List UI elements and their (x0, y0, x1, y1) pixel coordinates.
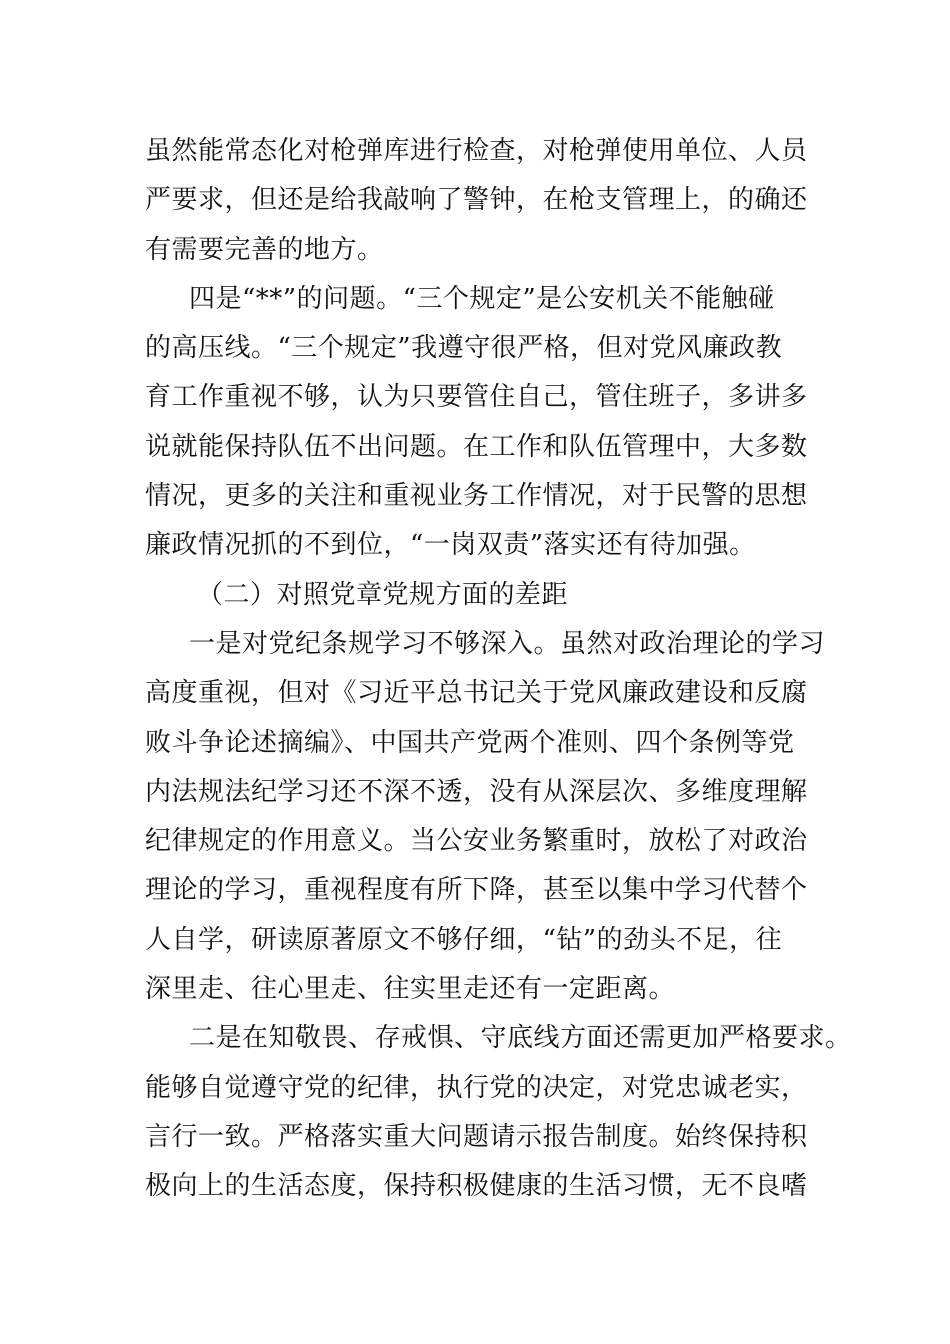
text-line: 有需要完善的地方。 (145, 234, 384, 265)
text-line: 极向上的生活态度，保持积极健康的生活习惯，无不良嗜 (145, 1171, 808, 1202)
text-line: 情况，更多的关注和重视业务工作情况，对于民警的思想 (145, 481, 808, 512)
text-line: 败斗争论述摘编》、中国共产党两个准则、四个条例等党 (145, 727, 795, 758)
text-line: 内法规法纪学习还不深不透，没有从深层次、多维度理解 (145, 776, 808, 807)
document-body (145, 127, 852, 1212)
text-line: 的高压线。“三个规定”我遵守很严格，但对党风廉政教 (145, 333, 783, 364)
text-line: 严要求，但还是给我敲响了警钟，在枪支管理上，的确还 (145, 185, 808, 216)
text-line: 深里走、往心里走、往实里走还有一定距离。 (145, 974, 676, 1005)
text-line: 能够自觉遵守党的纪律，执行党的决定，对党忠诚老实， (145, 1072, 808, 1103)
paragraph-start-line: 二是在知敬畏、存戒惧、守底线方面还需更加严格要求。 (189, 1023, 852, 1054)
text-line: 高度重视，但对《习近平总书记关于党风廉政建设和反腐 (145, 678, 808, 709)
section-heading: （二）对照党章党规方面的差距 (197, 579, 569, 610)
text-line: 说就能保持队伍不出问题。在工作和队伍管理中，大多数 (145, 431, 808, 462)
text-line: 育工作重视不够，认为只要管住自己，管住班子，多讲多 (145, 382, 808, 413)
text-line: 言行一致。严格落实重大问题请示报告制度。始终保持积 (145, 1121, 808, 1152)
text-line: 人自学，研读原著原文不够仔细，“钻”的劲头不足，往 (145, 924, 783, 955)
paragraph-start-line: 一是对党纪条规学习不够深入。虽然对政治理论的学习 (189, 628, 826, 659)
text-line: 纪律规定的作用意义。当公安业务繁重时，放松了对政治 (145, 826, 808, 857)
text-line: 理论的学习，重视程度有所下降，甚至以集中学习代替个 (145, 875, 808, 906)
text-line: 虽然能常态化对枪弹库进行检查，对枪弹使用单位、人员 (145, 136, 808, 166)
text-line: 廉政情况抓的不到位，“一岗双责”落实还有待加强。 (145, 530, 756, 561)
paragraph-start-line: 四是“**”的问题。“三个规定”是公安机关不能触碰 (189, 283, 775, 314)
